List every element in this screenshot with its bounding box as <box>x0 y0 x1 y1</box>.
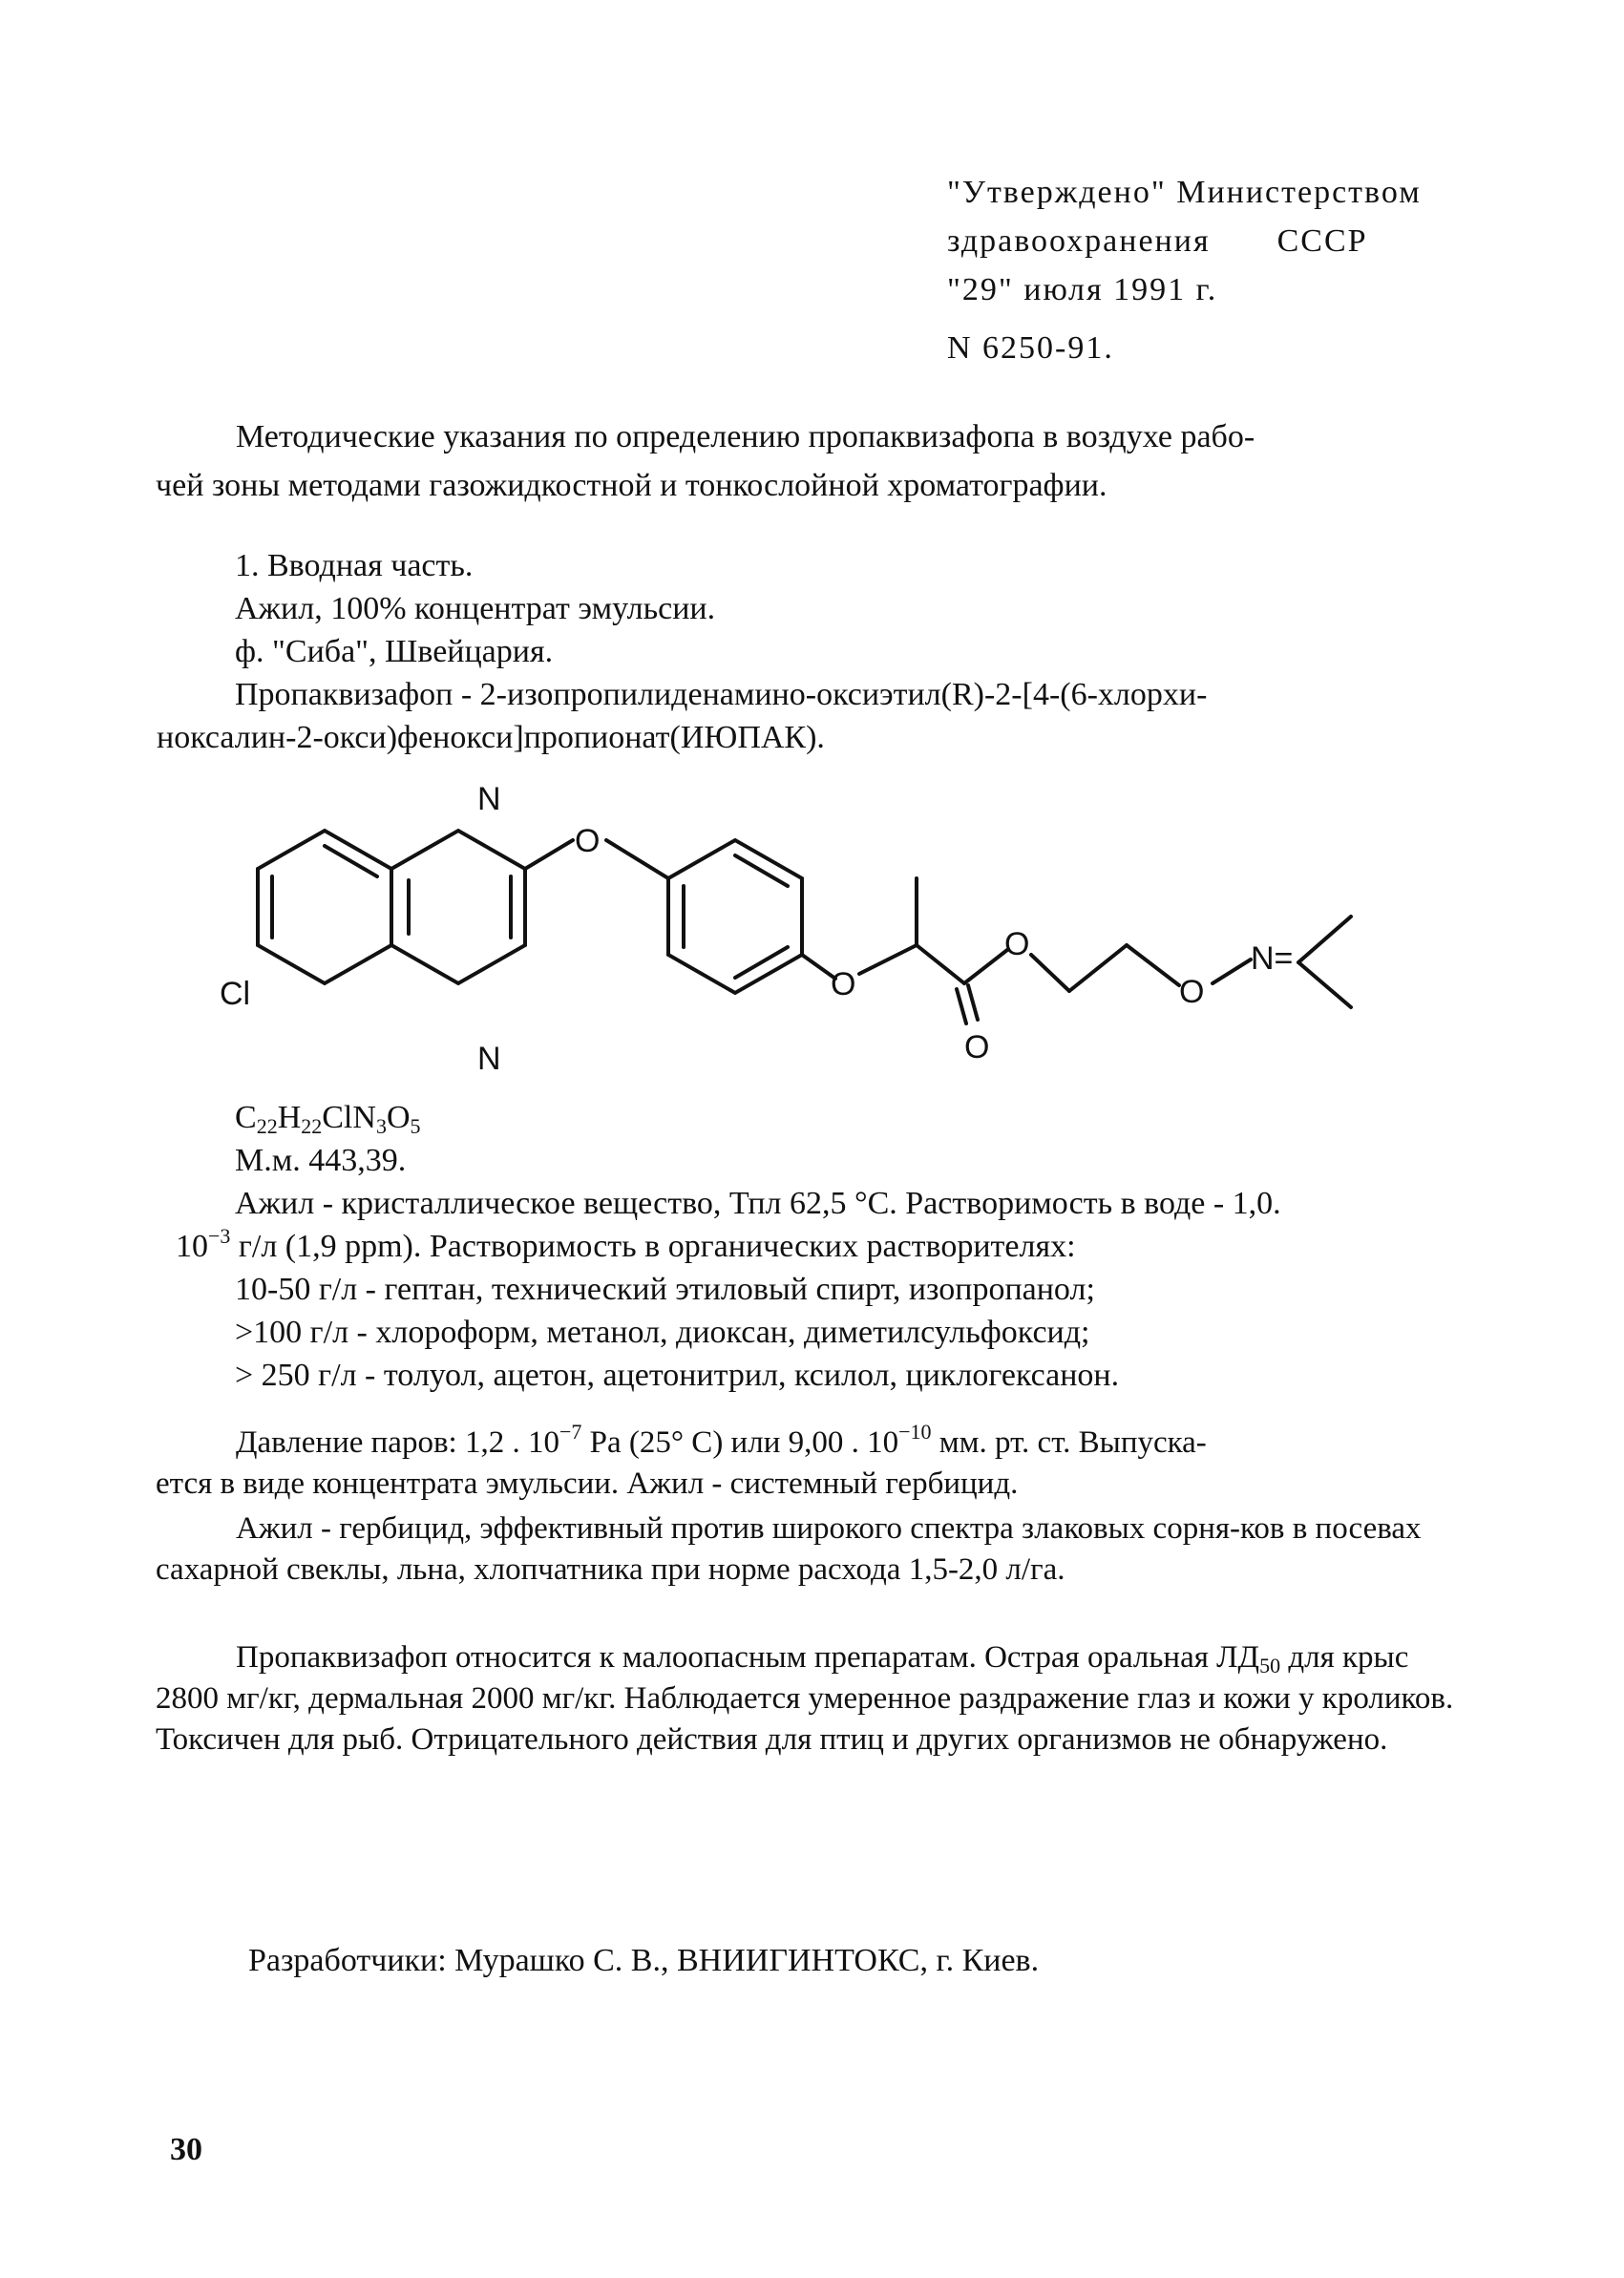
iupac-line-1: Пропаквизафоп - 2-изопропилиденамино-оксиэтил(R)-2-[4-(6-хлорхи- <box>235 677 1208 712</box>
properties-section <box>176 1096 1281 1397</box>
molecular-formula <box>235 1096 1281 1139</box>
property-line-2-base: 10 <box>176 1229 208 1264</box>
vapor-pressure-text-b: Ра (25° С) или 9,00 . 10 <box>581 1425 899 1460</box>
formula-c-count: 22 <box>256 1114 278 1138</box>
vapor-pressure-exponent-2: −10 <box>898 1420 932 1444</box>
vapor-pressure-exponent-1: −7 <box>559 1420 582 1444</box>
atom-ether-oxygen: O <box>575 823 601 859</box>
vapor-pressure-text-a: Давление паров: 1,2 . 10 <box>236 1425 559 1460</box>
atom-n-bottom: N <box>477 1041 501 1077</box>
property-line-2-exponent: −3 <box>208 1224 231 1248</box>
vapor-pressure-line-1 <box>156 1420 1473 1464</box>
solubility-line-1: 10-50 г/л - гептан, технический этиловый спирт, изопропанол; <box>235 1272 1095 1307</box>
approval-line-1: "Утверждено" Министерством <box>947 175 1422 210</box>
atom-oxime-oxygen: O <box>1179 974 1205 1010</box>
formula-cln: ClN <box>322 1100 376 1135</box>
phenyl-ring <box>668 840 802 993</box>
developers-line: Разработчики: Мурашко С. В., ВНИИГИНТОКС, г. Киев. <box>248 1943 1040 1978</box>
formula-h: H <box>277 1100 302 1135</box>
benzo-ring <box>258 831 391 983</box>
solubility-line-3: > 250 г/л - толуол, ацетон, ацетонитрил, ксилол, циклогексанон. <box>235 1358 1120 1393</box>
atom-imine-nitrogen: N= <box>1251 940 1294 977</box>
toxicity-paragraph <box>156 1637 1473 1761</box>
iupac-line-2: ноксалин-2-окси)фенокси]пропионат(ИЮПАК). <box>157 720 825 755</box>
solubility-line-2: >100 г/л - хлороформ, метанол, диоксан, диметилсульфоксид; <box>235 1315 1090 1350</box>
approval-country: СССР <box>1276 223 1368 259</box>
property-line-2-text: г/л (1,9 ppm). Растворимость в органических растворителях: <box>230 1229 1076 1264</box>
atom-n-top: N <box>477 781 501 817</box>
toxicity-text-a: Пропаквизафоп относится к малоопасным препаратам. Острая оральная ЛД <box>236 1640 1260 1675</box>
vapor-pressure-paragraph <box>156 1420 1473 1505</box>
approval-stamp <box>947 168 1422 372</box>
section-heading: 1. Вводная часть. <box>235 548 474 583</box>
usage-paragraph <box>156 1508 1473 1591</box>
document-title <box>156 412 1473 510</box>
molecular-weight: М.м. 443,39. <box>235 1143 407 1178</box>
property-line-2 <box>176 1225 1281 1268</box>
usage-text: Ажил - гербицид, эффективный против широкого спектра злаковых сорня-ков в посевах сахарной свеклы, льна, хлопчатника при норме расхода 1,5-2,0 л/га. <box>156 1511 1422 1587</box>
approval-line-2 <box>947 217 1422 265</box>
formula-n-count: 3 <box>375 1114 387 1138</box>
vapor-pressure-text-c: мм. рт. ст. Выпуска- <box>931 1425 1207 1460</box>
formula-o: O <box>386 1100 411 1135</box>
atom-ester-oxygen: O <box>1004 926 1030 962</box>
formula-h-count: 22 <box>301 1114 323 1138</box>
approval-date: "29" июля 1991 г. <box>947 272 1218 307</box>
title-line-1: Методические указания по определению пропаквизафопа в воздухе рабо- <box>236 419 1255 454</box>
toxicity-text <box>156 1637 1473 1761</box>
atom-carbonyl-oxygen: O <box>964 1029 990 1065</box>
title-line-2: чей зоны методами газожидкостной и тонкослойной хроматографии. <box>156 468 1107 503</box>
firm-line: ф. "Сиба", Швейцария. <box>235 634 554 669</box>
pyrazine-ring <box>391 831 525 983</box>
product-line: Ажил, 100% концентрат эмульсии. <box>235 591 716 626</box>
toxicity-ld-subscript: 50 <box>1259 1654 1281 1677</box>
formula-o-count: 5 <box>410 1114 421 1138</box>
vapor-pressure-line-2: ется в виде концентрата эмульсии. Ажил - системный гербицид. <box>156 1466 1019 1501</box>
page-number: 30 <box>170 2132 202 2167</box>
approval-number: N 6250-91. <box>947 330 1114 366</box>
intro-section <box>157 544 1208 759</box>
structural-formula <box>220 773 1470 1088</box>
atom-phenoxy-oxygen: O <box>831 966 856 1002</box>
atom-chlorine: Cl <box>220 976 251 1012</box>
toxicity-text-b: для крыс 2800 мг/кг, дермальная 2000 мг/кг. Наблюдается умеренное раздражение глаз и кожи у кроликов. Токсичен для рыб. Отрицательного действия для птиц и других организмов не обнаружено. <box>156 1640 1454 1757</box>
property-line-1: Ажил - кристаллическое вещество, Тпл 62,5 °С. Растворимость в воде - 1,0. <box>235 1186 1281 1221</box>
approval-ministry: здравоохранения <box>947 223 1211 259</box>
formula-c: C <box>235 1100 257 1135</box>
